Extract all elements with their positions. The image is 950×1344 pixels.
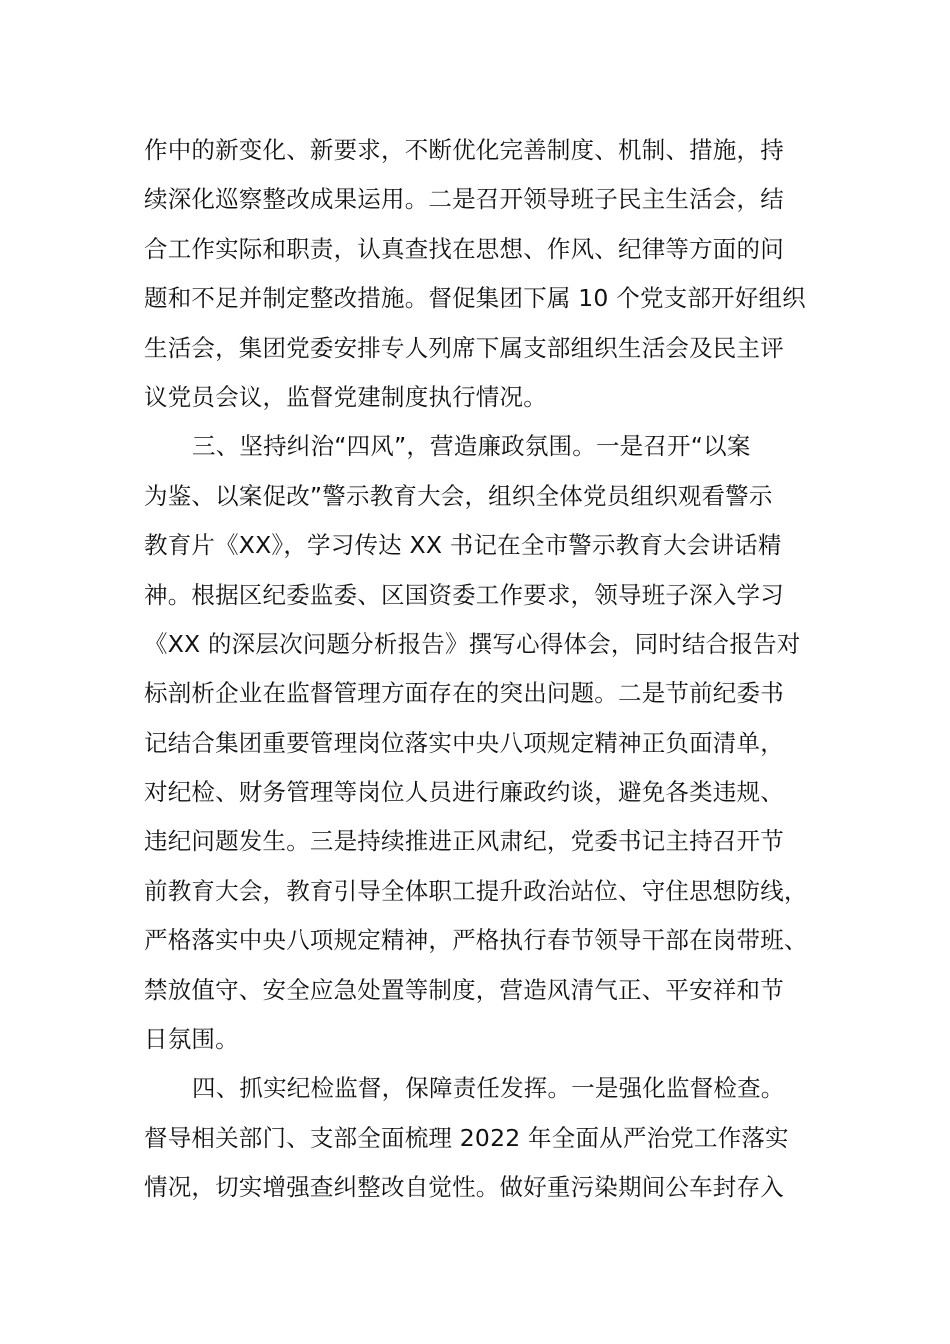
text-line: 为鉴、以案促改”警示教育大会，组织全体党员组织观看警示 bbox=[144, 481, 773, 510]
text-line: 作中的新变化、新要求，不断优化完善制度、机制、措施，持 bbox=[144, 136, 784, 164]
text-line: 日氛围。 bbox=[144, 1025, 239, 1054]
text-line: 记结合集团重要管理岗位落实中央八项规定精神正负面清单， bbox=[144, 728, 784, 757]
text-line: 对纪检、财务管理等岗位人员进行廉政约谈，避免各类违规、 bbox=[144, 778, 784, 807]
text-line: 题和不足并制定整改措施。督促集团下属 10 个党支部开好组织 bbox=[144, 284, 806, 313]
text-line: 禁放值守、安全应急处置等制度，营造风清气正、平安祥和节 bbox=[144, 975, 784, 1004]
text-line: 《XX 的深层次问题分析报告》撰写心得体会，同时结合报告对 bbox=[144, 629, 801, 658]
text-line: 教育片《XX》，学习传达 XX 书记在全市警示教育大会讲话精 bbox=[144, 531, 782, 560]
text-line: 标剖析企业在监督管理方面存在的突出问题。二是节前纪委书 bbox=[144, 679, 784, 708]
text-line: 神。根据区纪委监委、区国资委工作要求，领导班子深入学习 bbox=[144, 580, 784, 609]
text-line: 合工作实际和职责，认真查找在思想、作风、纪律等方面的问 bbox=[144, 234, 784, 263]
text-line: 三、坚持纠治“四风”，营造廉政氛围。一是召开“以案 bbox=[192, 432, 751, 461]
text-line: 议党员会议，监督党建制度执行情况。 bbox=[144, 382, 547, 411]
text-line: 四、抓实纪检监督，保障责任发挥。一是强化监督检查。 bbox=[192, 1074, 785, 1103]
document-body bbox=[144, 126, 824, 1213]
text-line: 前教育大会，教育引导全体职工提升政治站位、守住思想防线， bbox=[144, 876, 808, 905]
text-line: 生活会，集团党委安排专人列席下属支部组织生活会及民主评 bbox=[144, 333, 784, 362]
text-line: 续深化巡察整改成果运用。二是召开领导班子民主生活会，结 bbox=[144, 185, 784, 214]
text-line: 严格落实中央八项规定精神，严格执行春节领导干部在岗带班、 bbox=[144, 926, 808, 955]
text-line: 违纪问题发生。三是持续推进正风肃纪，党委书记主持召开节 bbox=[144, 827, 784, 856]
text-line: 督导相关部门、支部全面梳理 2022 年全面从严治党工作落实 bbox=[144, 1123, 789, 1152]
text-line: 情况，切实增强查纠整改自觉性。做好重污染期间公车封存入 bbox=[144, 1173, 784, 1202]
